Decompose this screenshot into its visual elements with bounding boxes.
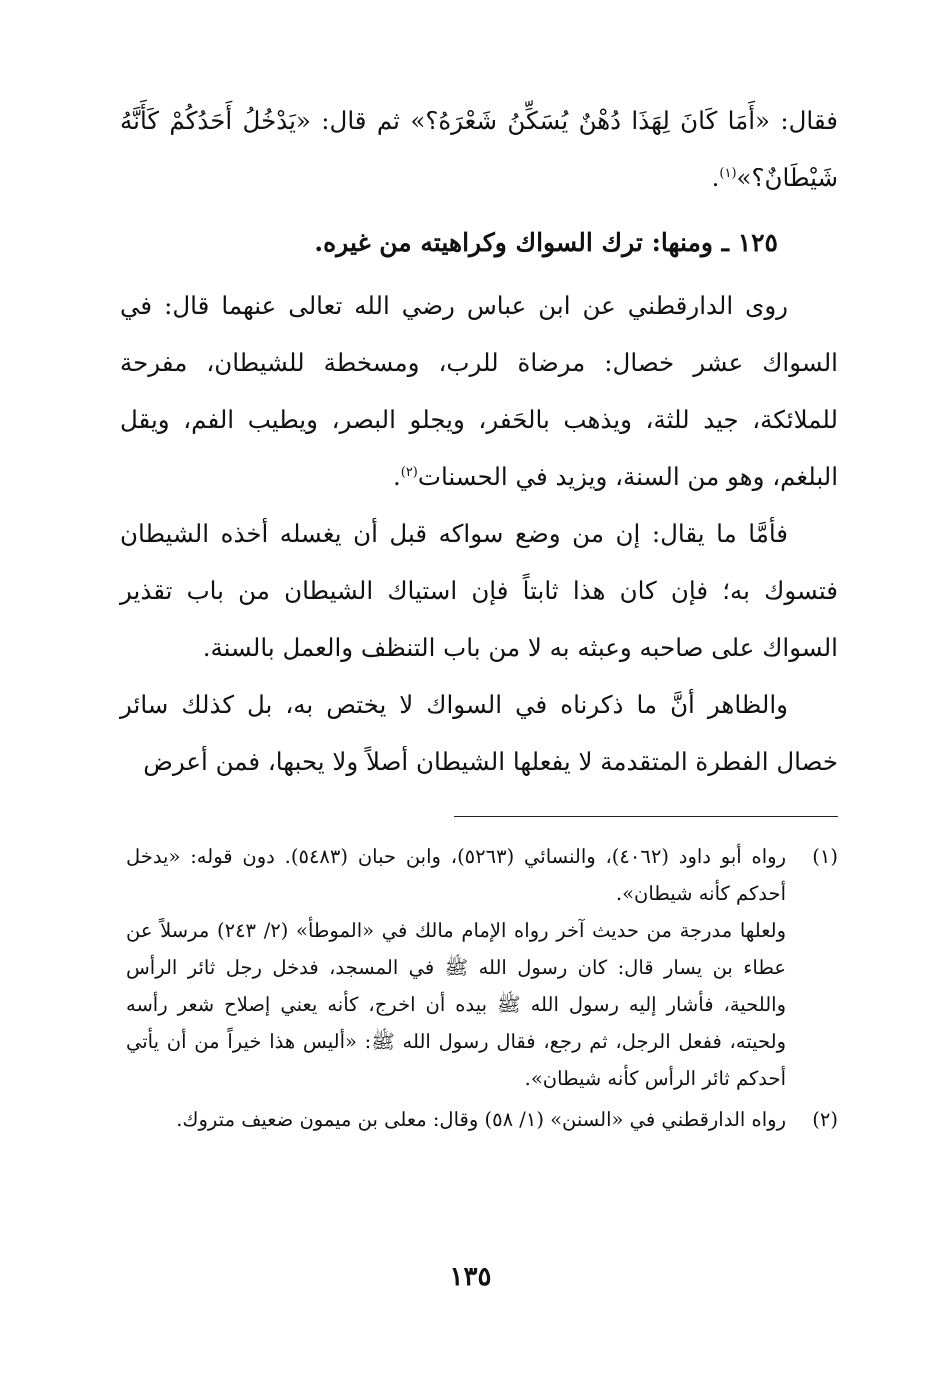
quote-paragraph: فقال: «أَمَا كَانَ لِهَذَا دُهْنٌ يُسَكِّنُ شَعْرَهُ؟» ثم قال: «يَدْخُلُ أَحَدُكُمْ كَأَنَّهُ شَيْطَانٌ؟»$^{(١)}$.: [120, 106, 838, 192]
footnote-1-continuation: ولعلها مدرجة من حديث آخر رواه الإمام مالك في «الموطأ» (٢/ ٢٤٣) مرسلاً عن عطاء بن يسار قال: كان رسول الله ﷺ في المسجد، فدخل رجل ثائر الرأس واللحية، فأشار إليه رسول الله ﷺ بيده أن اخرج، كأنه يعني إصلاح شعر رأسه ولحيته، ففعل الرجل، ثم رجع، فقال رسول الله ﷺ: «أليس هذا خيراً من أن يأتي أحدكم ثائر الرأس كأنه شيطان».: [126, 919, 786, 1090]
section-heading: ١٢٥ ـ ومنها: ترك السواك وكراهيته من غيره.: [314, 228, 778, 257]
footnote-2-number: (٢): [812, 1108, 838, 1131]
main-text: [120, 92, 838, 790]
footnotes: [126, 838, 838, 1142]
footnote-2-text: رواه الدارقطني في «السنن» (١/ ٥٨) وقال: معلى بن ميمون ضعيف متروك.: [176, 1108, 786, 1131]
footnote-1-text: رواه أبو داود (٤٠٦٢)، والنسائي (٥٢٦٣)، وابن حبان (٥٤٨٣). دون قوله: «يدخل أحدكم كأنه شيطان».: [126, 845, 786, 905]
footnote-ref-2: (٢): [400, 464, 418, 480]
quote-text: فقال: «أَمَا كَانَ لِهَذَا دُهْنٌ يُسَكِّنُ شَعْرَهُ؟» ثم قال: «يَدْخُلُ أَحَدُكُمْ كَأَنَّهُ شَيْطَانٌ؟»: [120, 106, 838, 192]
paragraph-1-text: روى الدارقطني عن ابن عباس رضي الله تعالى عنهما قال: في السواك عشر خصال: مرضاة للرب، ومسخطة للشيطان، مفرحة للملائكة، جيد للثة، ويذهب بالحَفر، ويجلو البصر، ويطيب الفم، ويقل البلغم، وهو من السنة، ويزيد في الحسنات: [120, 291, 838, 491]
footnote-ref-1: (١): [719, 165, 737, 181]
footnote-1: [126, 838, 838, 1097]
footnote-2: [126, 1101, 838, 1138]
footnote-1-number: (١): [812, 845, 838, 868]
paragraph-3: والظاهر أنَّ ما ذكرناه في السواك لا يختص به، بل كذلك سائر خصال الفطرة المتقدمة لا يفعلها الشيطان أصلاً ولا يحبها، فمن أعرض: [120, 690, 838, 776]
paragraph-1: روى الدارقطني عن ابن عباس رضي الله تعالى عنهما قال: في السواك عشر خصال: مرضاة للرب، ومسخطة للشيطان، مفرحة للملائكة، جيد للثة، ويذهب بالحَفر، ويجلو البصر، ويطيب الفم، ويقل البلغم، وهو من السنة، ويزيد في الحسنات$^{(٢)}$.: [120, 291, 838, 491]
footnote-divider: [454, 816, 838, 817]
page-number: ١٣٥: [449, 1262, 492, 1292]
paragraph-2: فأمَّا ما يقال: إن من وضع سواكه قبل أن يغسله أخذه الشيطان فتسوك به؛ فإن كان هذا ثابتاً فإن استياك الشيطان من باب تقذير السواك على صاحبه وعبثه به لا من باب التنظف والعمل بالسنة.: [120, 519, 838, 662]
